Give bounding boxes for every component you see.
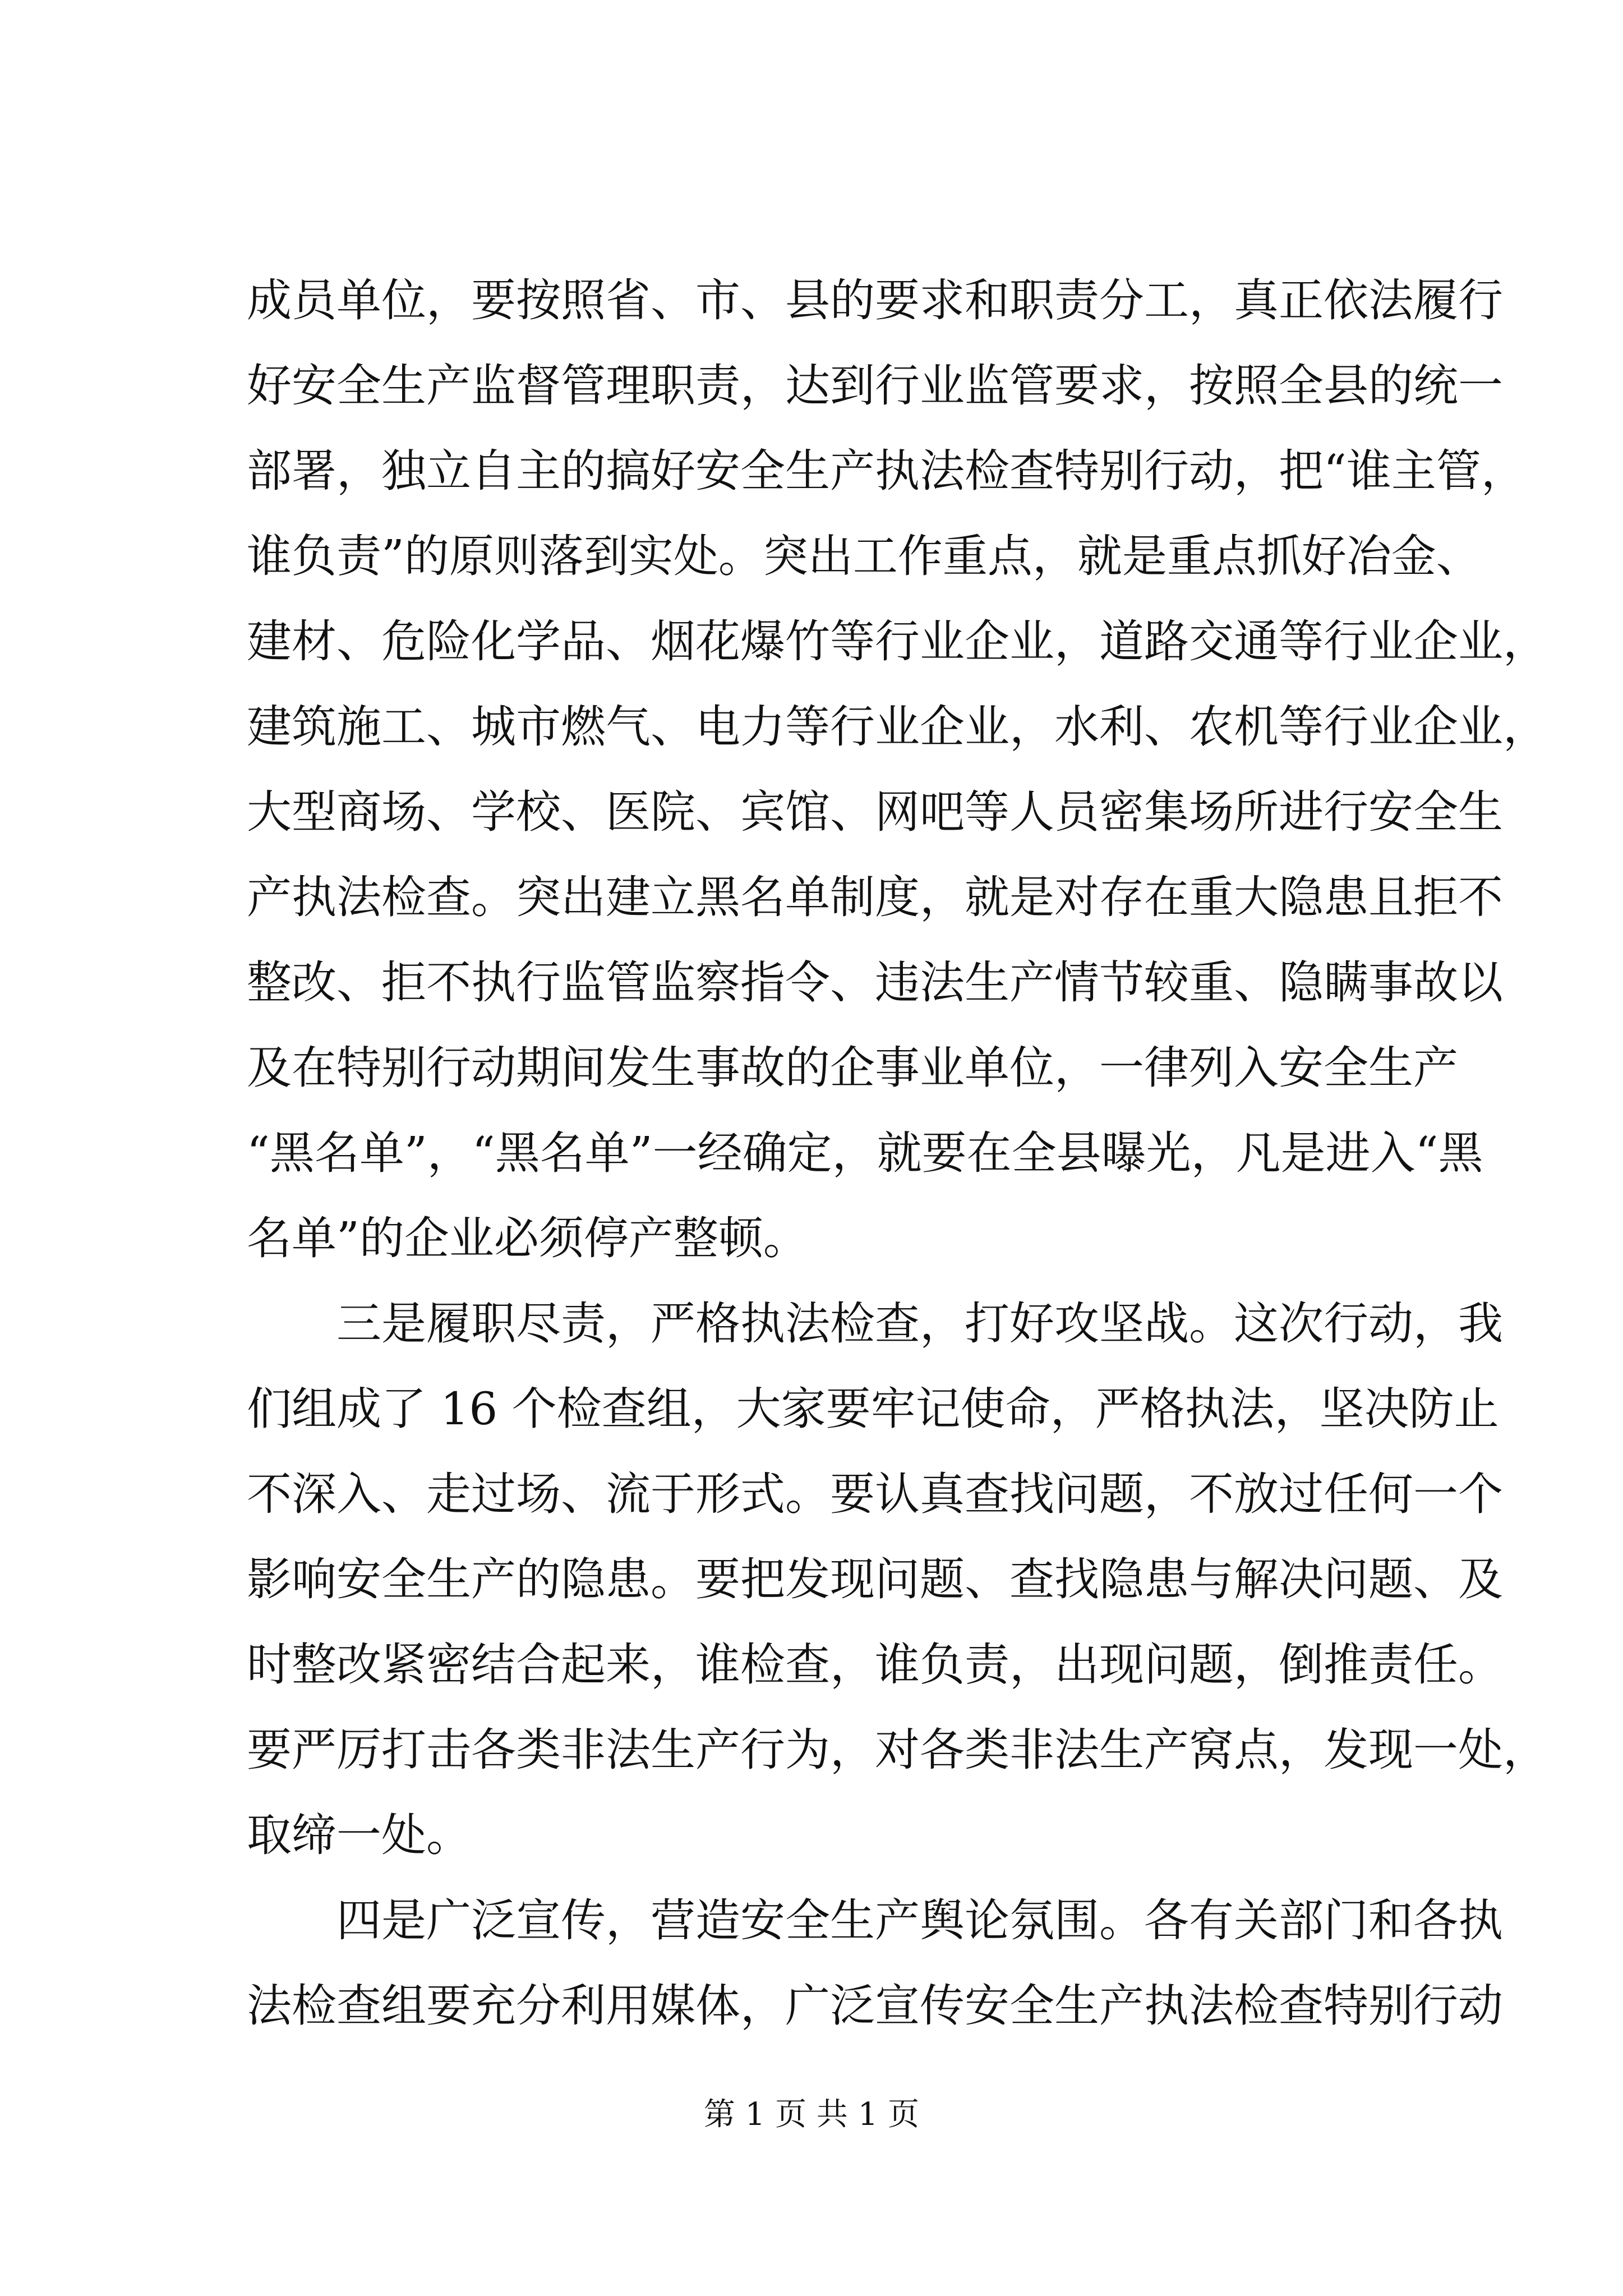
text-line: 四是广泛宣传，营造安全生产舆论氛围。各有关部门和各执 (247, 1894, 1503, 1947)
text-line: 成员单位，要按照省、市、县的要求和职责分工，真正依法履行 (247, 274, 1503, 326)
text-line: “黑名单”，“黑名单”一经确定，就要在全县曝光，凡是进入“黑 (247, 1127, 1483, 1179)
text-line: 影响安全生产的隐患。要把发现问题、查找隐患与解决问题、及 (247, 1553, 1503, 1605)
text-line: 谁负责”的原则落到实处。突出工作重点，就是重点抓好冶金、 (247, 530, 1481, 582)
text-line: 名单”的企业必须停产整顿。 (247, 1212, 808, 1264)
text-line: 不深入、走过场、流于形式。要认真查找问题，不放过任何一个 (247, 1468, 1503, 1520)
document-body (247, 258, 1548, 2049)
text-line: 建筑施工、城市燃气、电力等行业企业，水利、农机等行业企业， (247, 701, 1548, 753)
text-line: 整改、拒不执行监管监察指令、违法生产情节较重、隐瞒事故以 (247, 956, 1503, 1009)
text-line: 要严厉打击各类非法生产行为，对各类非法生产窝点，发现一处， (247, 1724, 1548, 1776)
text-line: 及在特别行动期间发生事故的企事业单位，一律列入安全生产 (247, 1042, 1458, 1094)
text-line: 产执法检查。突出建立黑名单制度，就是对存在重大隐患且拒不 (247, 871, 1503, 923)
text-line: 时整改紧密结合起来，谁检查，谁负责，出现问题，倒推责任。 (247, 1639, 1503, 1691)
text-line: 法检查组要充分利用媒体，广泛宣传安全生产执法检查特别行动 (247, 1980, 1503, 2032)
text-line: 们组成了 16 个检查组，大家要牢记使命，严格执法，坚决防止 (247, 1383, 1499, 1435)
text-line: 好安全生产监督管理职责，达到行业监管要求，按照全县的统一 (247, 360, 1503, 412)
text-line: 三是履职尽责，严格执法检查，打好攻坚战。这次行动，我 (247, 1297, 1503, 1350)
text-line: 部署，独立自主的搞好安全生产执法检查特别行动，把“谁主管， (247, 445, 1526, 497)
page-number-footer: 第 1 页 共 1 页 (703, 2096, 920, 2133)
text-line: 大型商场、学校、医院、宾馆、网吧等人员密集场所进行安全生 (247, 786, 1503, 838)
text-line: 取缔一处。 (247, 1809, 471, 1861)
text-line: 建材、危险化学品、烟花爆竹等行业企业，道路交通等行业企业， (247, 615, 1548, 668)
